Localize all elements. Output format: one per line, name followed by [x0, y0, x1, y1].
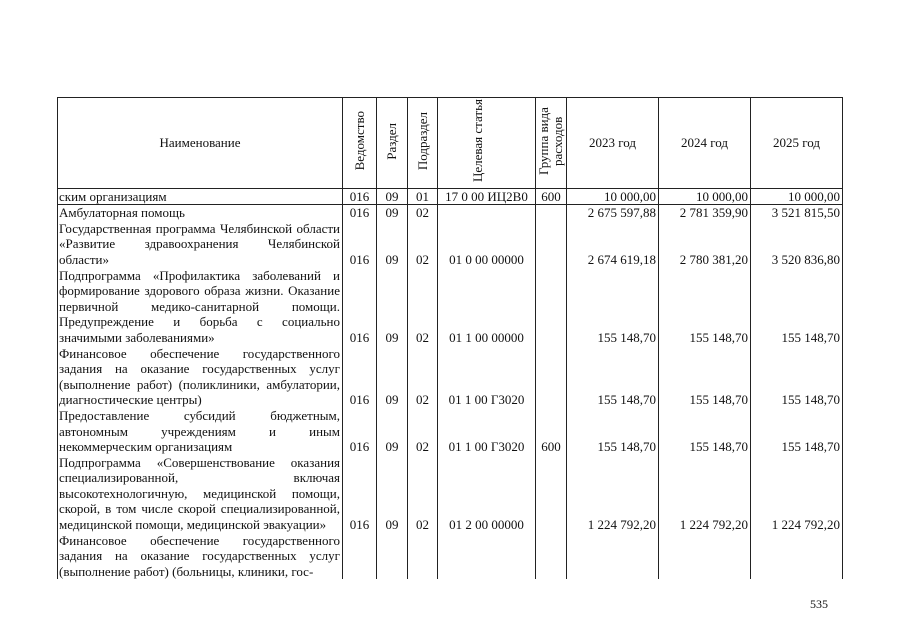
table-row [58, 221, 843, 268]
row-celevaya: 01 0 00 00000 [438, 221, 536, 268]
row-2025: 155 148,70 [751, 346, 843, 408]
header-name: Наименование [58, 98, 343, 189]
row-2025: 1 224 792,20 [751, 455, 843, 533]
row-2024: 2 781 359,90 [659, 205, 751, 221]
row-ved: 016 [343, 268, 377, 346]
row-podrazdel: 02 [408, 268, 438, 346]
row-podrazdel [408, 533, 438, 580]
row-2024: 155 148,70 [659, 346, 751, 408]
row-celevaya: 01 2 00 00000 [438, 455, 536, 533]
row-ved [343, 533, 377, 580]
row-2024: 1 224 792,20 [659, 455, 751, 533]
row-celevaya [438, 533, 536, 580]
header-2024: 2024 год [659, 98, 751, 189]
row-2024: 155 148,70 [659, 268, 751, 346]
row-name: Подпрограмма «Профилактика заболеваний и формирование здорового образа жизни. Оказание первичной медико-санитарной помощи. Предупреждение и борьба с социально значимыми заболеваниями» [58, 268, 343, 346]
row-razdel: 09 [377, 455, 408, 533]
table-row [58, 455, 843, 533]
row-razdel: 09 [377, 188, 408, 205]
row-ved: 016 [343, 188, 377, 205]
row-razdel: 09 [377, 268, 408, 346]
row-2025: 10 000,00 [751, 188, 843, 205]
row-gruppa [536, 268, 567, 346]
row-2025: 155 148,70 [751, 268, 843, 346]
row-2023: 10 000,00 [567, 188, 659, 205]
row-gruppa [536, 205, 567, 221]
row-ved: 016 [343, 205, 377, 221]
row-name: ским организациям [58, 188, 343, 205]
row-gruppa [536, 533, 567, 580]
row-name: Финансовое обеспечение государственного задания на оказание государственных услуг (выполнение работ) (больницы, клиники, гос- [58, 533, 343, 580]
row-name: Предоставление субсидий бюджетным, автономным учреждениям и иным некоммерческим организациям [58, 408, 343, 455]
row-2025: 155 148,70 [751, 408, 843, 455]
row-podrazdel: 02 [408, 455, 438, 533]
row-2024: 155 148,70 [659, 408, 751, 455]
row-2023: 2 674 619,18 [567, 221, 659, 268]
row-razdel: 09 [377, 205, 408, 221]
table-row [58, 188, 843, 205]
row-2025 [751, 533, 843, 580]
row-gruppa [536, 346, 567, 408]
header-ved: Ведомство [343, 98, 377, 189]
row-podrazdel: 02 [408, 221, 438, 268]
header-2025: 2025 год [751, 98, 843, 189]
row-podrazdel: 02 [408, 408, 438, 455]
page-number: 535 [810, 597, 828, 611]
row-razdel: 09 [377, 221, 408, 268]
row-ved: 016 [343, 346, 377, 408]
row-podrazdel: 01 [408, 188, 438, 205]
table-header-row [58, 98, 843, 189]
row-2023 [567, 533, 659, 580]
header-gruppa: Группа вида расходов [536, 98, 567, 189]
table-row [58, 205, 843, 221]
row-gruppa [536, 455, 567, 533]
row-celevaya: 01 1 00 00000 [438, 268, 536, 346]
row-celevaya: 01 1 00 Г3020 [438, 408, 536, 455]
row-2023: 155 148,70 [567, 408, 659, 455]
row-razdel: 09 [377, 408, 408, 455]
header-podrazdel: Подраздел [408, 98, 438, 189]
row-name: Государственная программа Челябинской области «Развитие здравоохранения Челябинской области» [58, 221, 343, 268]
row-podrazdel: 02 [408, 205, 438, 221]
table-row [58, 408, 843, 455]
row-name: Амбулаторная помощь [58, 205, 343, 221]
row-ved: 016 [343, 221, 377, 268]
row-razdel: 09 [377, 346, 408, 408]
row-razdel [377, 533, 408, 580]
row-podrazdel: 02 [408, 346, 438, 408]
row-celevaya: 01 1 00 Г3020 [438, 346, 536, 408]
table-row [58, 268, 843, 346]
row-name: Финансовое обеспечение государственного задания на оказание государственных услуг (выполнение работ) (поликлиники, амбулатории, диагностические центры) [58, 346, 343, 408]
row-2024: 2 780 381,20 [659, 221, 751, 268]
row-gruppa: 600 [536, 408, 567, 455]
row-2025: 3 520 836,80 [751, 221, 843, 268]
row-2023: 155 148,70 [567, 346, 659, 408]
header-2023: 2023 год [567, 98, 659, 189]
row-celevaya [438, 205, 536, 221]
row-2024 [659, 533, 751, 580]
table-row [58, 533, 843, 580]
row-gruppa [536, 221, 567, 268]
row-ved: 016 [343, 408, 377, 455]
row-2025: 3 521 815,50 [751, 205, 843, 221]
header-razdel: Раздел [377, 98, 408, 189]
header-celevaya: Целевая статья [438, 98, 536, 189]
budget-table [57, 97, 843, 579]
row-2023: 1 224 792,20 [567, 455, 659, 533]
row-ved: 016 [343, 455, 377, 533]
row-name: Подпрограмма «Совершенствование оказания специализированной, включая высокотехнологичную, медицинской помощи, скорой, в том числе скорой специализированной, медицинской помощи, медицинской эвакуации» [58, 455, 343, 533]
row-gruppa: 600 [536, 188, 567, 205]
row-celevaya: 17 0 00 ИЦ2В0 [438, 188, 536, 205]
row-2023: 155 148,70 [567, 268, 659, 346]
row-2023: 2 675 597,88 [567, 205, 659, 221]
table-row [58, 346, 843, 408]
row-2024: 10 000,00 [659, 188, 751, 205]
